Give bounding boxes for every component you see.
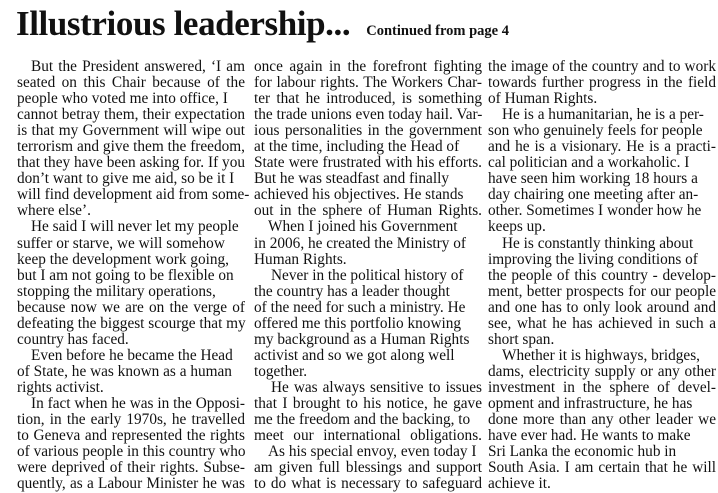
text-line: ter that he introduced, is something (254, 90, 482, 108)
text-line: the trade unions even today hail. Var- (254, 106, 483, 124)
text-line: of Human Rights. (488, 90, 598, 108)
article-body (0, 58, 718, 493)
text-line: State were frustrated with his efforts. (254, 154, 482, 172)
text-line: will find development aid from some- (17, 186, 250, 204)
text-line: of State, he was known as a human (17, 362, 232, 380)
text-line: my background as a Human Rights (254, 330, 470, 348)
text-line: that I brought to his notice, he gave (254, 394, 482, 412)
text-line: improving the living conditions of (488, 250, 698, 268)
text-line: the people of this country - develop- (488, 266, 716, 284)
text-line: tion, in the early 1970s, he travelled (17, 411, 245, 429)
text-line: me the freedom and the backing, to (254, 411, 471, 429)
text-line: Human Rights. (254, 250, 347, 268)
text-column-2 (254, 59, 482, 492)
text-line: Even before he became the Head (31, 346, 233, 364)
text-line: When I joined his Government (268, 218, 458, 236)
text-line: suffer or starve, we will somehow (17, 234, 225, 252)
text-line: offered me this portfolio knowing (254, 314, 462, 332)
text-line: of the need for such a ministry. He (254, 298, 466, 316)
text-line: in 2006, he created the Ministry of (254, 234, 466, 252)
text-line: Whether it is highways, bridges, (502, 346, 700, 364)
text-line: other. Sometimes I wonder how he (488, 202, 702, 220)
text-line: short span. (488, 330, 555, 348)
text-line: and he is a visionary. He is a practi- (488, 138, 716, 156)
text-line: He was always sensitive to issues (271, 378, 482, 396)
text-line: the image of the country and to work (488, 58, 716, 75)
text-line: defeating the biggest scourge that my (17, 314, 246, 332)
text-line: quently, as a Labour Minister he was (17, 475, 245, 493)
text-line: stopping the military operations, (17, 282, 216, 300)
text-column-3 (488, 59, 716, 492)
text-line: investment in the sphere of devel- (488, 378, 716, 396)
text-line: day chairing one meeting after an- (488, 186, 699, 204)
text-line: to Geneva and represented the rights (17, 427, 245, 445)
text-line: meet our international obligations. (254, 427, 482, 445)
text-line: don’t want to give me aid, so be it I (17, 170, 235, 188)
text-line: done more than any other leader we (488, 411, 716, 429)
continued-note: Continued from page 4 (366, 23, 509, 39)
text-line: but I am not going to be flexible on (17, 266, 234, 284)
text-line: of various people in this country who (17, 443, 246, 461)
text-line: have seen him working 18 hours a (488, 170, 698, 188)
text-line: achieve it. (488, 475, 551, 493)
text-line: that they have been asking for. If you (17, 154, 245, 172)
text-line: opment and infrastructure, he has (488, 394, 693, 412)
text-line: towards further progress in the field (488, 74, 716, 92)
text-line: activist and so we got along well (254, 346, 455, 364)
text-line: cannot betray them, their expectation (17, 106, 245, 124)
text-line: cal politician and a workaholic. I (488, 154, 690, 172)
page-title: Illustrious leadership... (16, 4, 351, 43)
text-line: once again in the forefront fighting (254, 58, 482, 75)
text-line: Sri Lanka the economic hub in (488, 443, 677, 461)
text-line: were deprived of their rights. Subse- (17, 459, 245, 477)
text-line: In fact when he was in the Opposi- (31, 394, 245, 412)
text-line: But he was steadfast and finally (254, 170, 449, 188)
text-line: achieved his objectives. He stands (254, 186, 464, 204)
text-line: terrorism and give them the freedom, (17, 138, 245, 156)
text-line: son who genuinely feels for people (488, 122, 703, 140)
text-line: to do what is necessary to safeguard (254, 475, 482, 493)
text-line: seated on this Chair because of the (17, 74, 245, 92)
text-line: the country has a leader thought (254, 282, 450, 300)
text-line: dams, electricity supply or any other (488, 362, 716, 380)
text-line: together. (254, 362, 308, 380)
text-line: Never in the political history of (271, 266, 464, 284)
text-line: ment, better prospects for our people (488, 282, 716, 300)
text-line: and one has to only look around and (488, 298, 716, 316)
text-line: am given full blessings and support (254, 459, 482, 477)
text-column-1 (17, 58, 250, 493)
text-line: out in the sphere of Human Rights. (254, 202, 482, 220)
text-line: at the time, including the Head of (254, 138, 460, 156)
text-line: keep the development work going, (17, 250, 229, 268)
text-line: people who voted me into office, I (17, 90, 228, 108)
text-line: rights activist. (17, 378, 104, 396)
text-line: is that my Government will wipe out (17, 122, 245, 140)
text-line: As his special envoy, even today I (268, 443, 477, 461)
text-line: have ever had. He wants to make (488, 427, 691, 445)
text-line: because now we are on the verge of (17, 298, 245, 316)
text-line: see, what he has achieved in such a (488, 314, 716, 332)
text-line: He said I will never let my people (31, 218, 239, 236)
text-line: keeps up. (488, 218, 546, 236)
text-line: where else’. (17, 202, 91, 220)
text-line: He is constantly thinking about (502, 234, 694, 252)
text-line: But the President answered, ‘I am (31, 58, 245, 75)
text-line: ious personalities in the government (254, 122, 482, 140)
text-line: for labour rights. The Workers Char- (254, 74, 482, 92)
headline-row (16, 2, 509, 46)
text-line: country has faced. (17, 330, 129, 348)
text-line: South Asia. I am certain that he will (488, 459, 716, 477)
text-line: He is a humanitarian, he is a per- (502, 106, 704, 124)
